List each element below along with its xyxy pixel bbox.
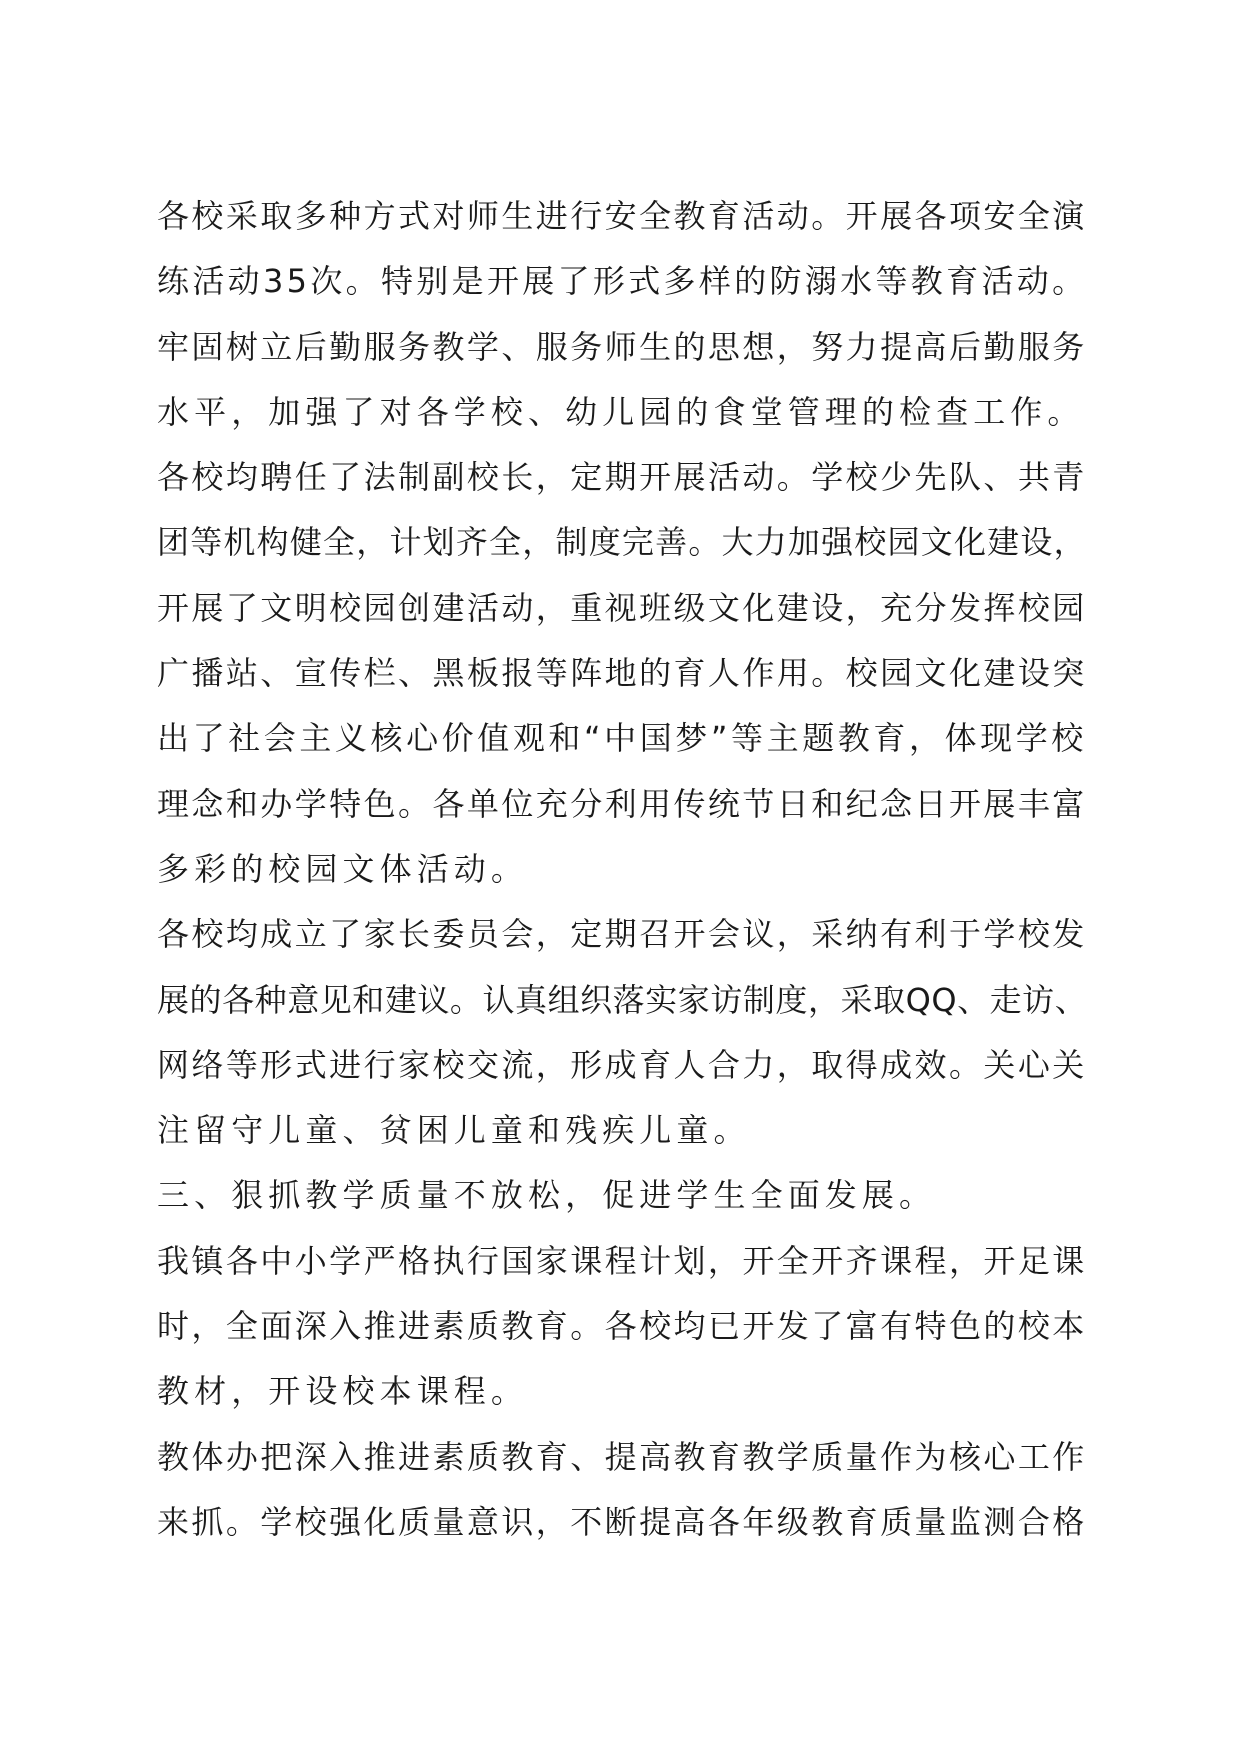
document-body: [157, 184, 1087, 1555]
section-heading: 三、狠抓教学质量不放松，促进学生全面发展。: [157, 1176, 937, 1215]
text-line: 教材，开设校本课程。: [157, 1372, 529, 1411]
text-line: 时，全面深入推进素质教育。各校均已开发了富有特色的校本: [157, 1307, 1087, 1346]
text-line: 开展了文明校园创建活动，重视班级文化建设，充分发挥校园: [157, 588, 1087, 627]
text-line: 教体办把深入推进素质教育、提高教育教学质量作为核心工作: [157, 1437, 1087, 1476]
text-line: 展的各种意见和建议。认真组织落实家访制度，采取QQ、走访、: [157, 980, 1088, 1019]
text-line: 团等机构健全，计划齐全，制度完善。大力加强校园文化建设，: [157, 523, 1087, 562]
text-line: 网络等形式进行家校交流，形成育人合力，取得成效。关心关: [157, 1045, 1087, 1084]
text-line: 各校均成立了家长委员会，定期召开会议，采纳有利于学校发: [157, 915, 1087, 954]
text-line: 我镇各中小学严格执行国家课程计划，开全开齐课程，开足课: [157, 1241, 1087, 1280]
text-line: 出了社会主义核心价值观和“中国梦”等主题教育，体现学校: [157, 719, 1087, 758]
text-line: 广播站、宣传栏、黑板报等阵地的育人作用。校园文化建设突: [157, 654, 1087, 693]
text-line: 各校均聘任了法制副校长，定期开展活动。学校少先队、共青: [157, 458, 1087, 497]
text-line: 注留守儿童、贫困儿童和残疾儿童。: [157, 1111, 751, 1150]
text-line: 来抓。学校强化质量意识，不断提高各年级教育质量监测合格: [157, 1502, 1087, 1541]
text-line: 水平，加强了对各学校、幼儿园的食堂管理的检查工作。: [157, 392, 1085, 431]
text-line: 多彩的校园文体活动。: [157, 849, 529, 888]
text-line: 练活动35次。特别是开展了形式多样的防溺水等教育活动。: [157, 262, 1088, 301]
text-line: 理念和办学特色。各单位充分利用传统节日和纪念日开展丰富: [157, 784, 1087, 823]
text-line: 各校采取多种方式对师生进行安全教育活动。开展各项安全演: [157, 197, 1087, 235]
text-line: 牢固树立后勤服务教学、服务师生的思想，努力提高后勤服务: [157, 327, 1087, 366]
